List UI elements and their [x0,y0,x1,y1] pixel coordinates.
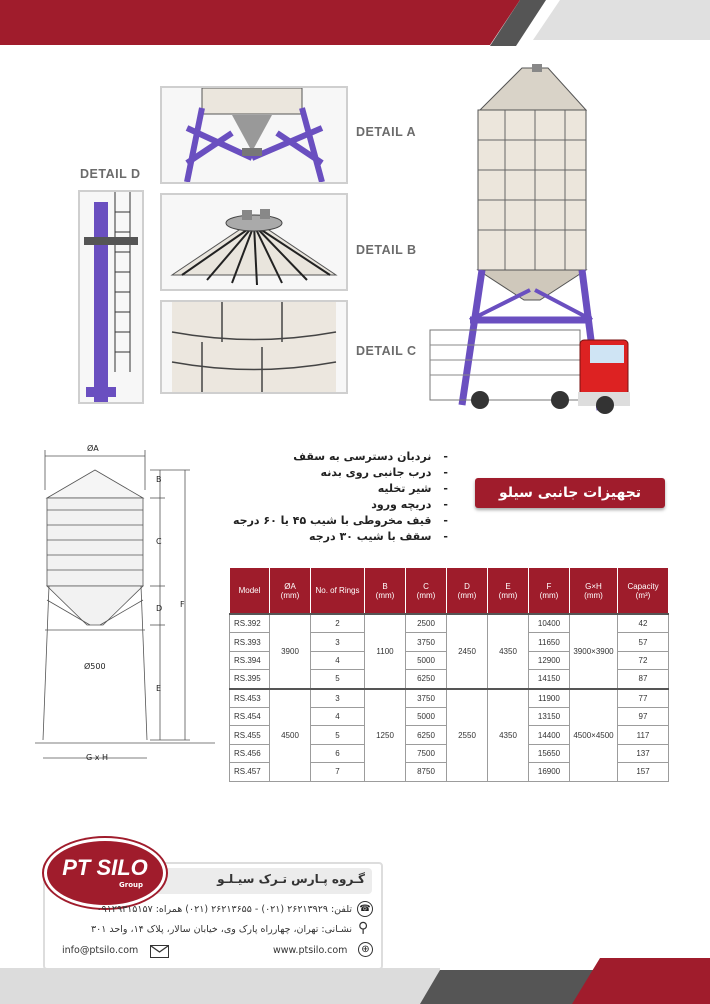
feature-item: - شیر تخلیه [233,481,448,497]
table-row: RS.454 4 5000 13150 97 [230,707,669,725]
logo-text: PT SILO [62,855,148,880]
col-a: ØA (mm) [270,568,311,615]
email-text[interactable]: info@ptsilo.com [62,945,139,956]
logo [44,838,166,908]
dim-a-label: ØA [87,444,99,453]
col-d: D (mm) [447,568,488,615]
detail-d-image [78,190,144,404]
col-gh: G×H (mm) [570,568,618,615]
accessories-banner: تجهیزات جانبی سیلو [475,478,665,508]
table-row: RS.395 5 6250 14150 87 [230,670,669,689]
detail-a-label: DETAIL A [356,125,417,139]
feature-item: - قیف مخروطی با شیب ۴۵ یا ۶۰ درجه [233,513,448,529]
col-c: C (mm) [406,568,447,615]
col-capacity: Capacity (m³) [618,568,669,615]
detail-a-image [160,86,348,184]
feature-item: - نردبان دسترسی به سقف [233,449,448,465]
dim-gxh-label: G x H [86,753,109,762]
table-row: RS.457 7 8750 16900 157 [230,763,669,781]
phone-text: تلفن: ۲۶۲۱۳۹۲۹ (۰۲۱) - ۲۶۲۱۳۶۵۵ (۰۲۱) همراه: ۰۹۱۲۹۳۱۵۱۵۷ [96,904,352,915]
silo-with-truck-image [410,60,655,425]
detail-b-image [160,193,348,291]
header-decoration [0,0,710,50]
phone-icon: ☎ [357,901,373,917]
company-name: گـروه پـارس تـرک سیـلـو [217,872,365,886]
dim-c-label: C [156,537,162,546]
spec-table [229,567,669,782]
detail-c-image [160,300,348,394]
table-row: RS.455 5 6250 14400 117 [230,726,669,744]
globe-icon: ⊕ [358,942,373,957]
mail-icon [150,945,169,958]
dim-500-label: Ø500 [84,662,106,671]
footer-decoration [0,958,710,1004]
website-text[interactable]: www.ptsilo.com [273,945,348,956]
table-row: RS.393 3 3750 11650 57 [230,633,669,651]
col-e: E (mm) [488,568,529,615]
table-row: RS.394 4 5000 12900 72 [230,651,669,669]
address-text: نشـانی: تهران، چهارراه پارک وی، خیابان سالار، پلاک ۱۴، واحد ۳۰۱ [91,924,352,935]
table-row: RS.456 6 7500 15650 137 [230,744,669,762]
location-icon: ⚲ [358,920,369,936]
table-row: RS.392 3900 2 1100 2500 2450 4350 10400 3900×3900 42 [230,614,669,633]
detail-b-label: DETAIL B [356,243,417,257]
feature-item: - سقف با شیب ۳۰ درجه [233,529,448,545]
col-model: Model [230,568,270,615]
features-list [233,449,448,545]
table-row: RS.453 4500 3 1250 3750 2550 4350 11900 4500×4500 77 [230,689,669,708]
dim-e-label: E [156,684,162,693]
logo-subtext: Group [119,881,144,889]
col-rings: No. of Rings [311,568,365,615]
feature-item: - درب جانبی روی بدنه [233,465,448,481]
dim-d-label: D [156,604,163,613]
detail-d-label: DETAIL D [80,167,141,181]
table-header-row [230,568,669,615]
detail-c-label: DETAIL C [356,344,417,358]
dim-b-label: B [156,475,162,484]
feature-item: - دریچه ورود [233,497,448,513]
col-b: B (mm) [365,568,406,615]
technical-drawing [35,440,220,770]
col-f: F (mm) [529,568,570,615]
dim-f-label: F [180,600,185,609]
